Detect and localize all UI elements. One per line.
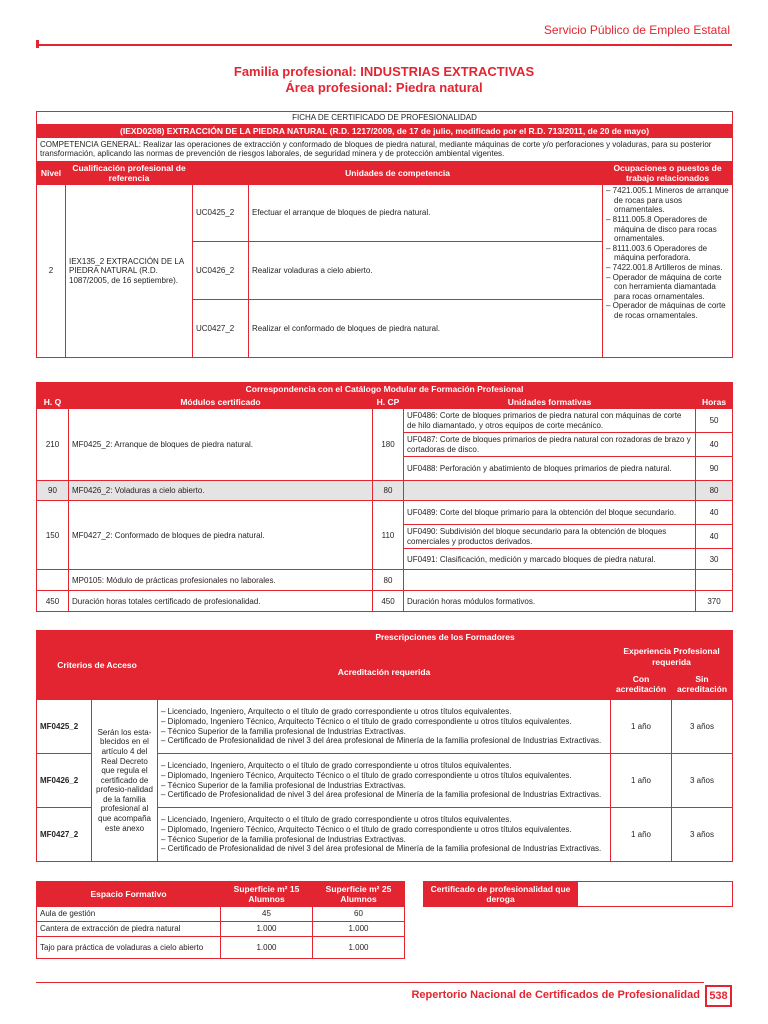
total-uf-label: Duración horas módulos formativos. bbox=[404, 591, 696, 612]
espacio-sup-25: 1.000 bbox=[313, 922, 405, 937]
deroga-value bbox=[578, 882, 733, 907]
sin-acreditacion: Sin acreditación bbox=[672, 669, 733, 700]
hq-value bbox=[37, 570, 69, 591]
sin-value: 3 años bbox=[672, 808, 733, 862]
hq-value: 90 bbox=[37, 481, 69, 501]
col-ocupaciones: Ocupaciones o puestos de trabajo relacionados bbox=[603, 161, 733, 184]
acreditacion-requerida: Acreditación requerida bbox=[158, 645, 611, 700]
col-modulos: Módulos certificado bbox=[69, 396, 373, 409]
hq-value: 210 bbox=[37, 409, 69, 481]
requirement-item: – Técnico Superior de la familia profesional de Industrias Extractivas. bbox=[161, 834, 406, 844]
ficha-title: FICHA DE CERTIFICADO DE PROFESIONALIDAD bbox=[37, 112, 733, 125]
con-value: 1 año bbox=[611, 754, 672, 808]
module-name: MF0426_2: Voladuras a cielo abierto. bbox=[69, 481, 373, 501]
requirement-item: – Licenciado, Ingeniero, Arquitecto o el título de grado correspondiente u otros títulos equivalentes. bbox=[161, 815, 512, 825]
ocupacion-item: – 7422.001.8 Artilleros de minas. bbox=[606, 262, 723, 272]
col-sup-15: Superficie m² 15 Alumnos bbox=[221, 882, 313, 907]
con-acreditacion: Con acreditación bbox=[611, 669, 672, 700]
requirement-item: – Técnico Superior de la familia profesional de Industrias Extractivas. bbox=[161, 726, 406, 736]
espacio-name: Cantera de extracción de piedra natural bbox=[37, 922, 221, 937]
unit-text: Realizar el conformado de bloques de piedra natural. bbox=[249, 300, 603, 358]
module-name: MF0425_2: Arranque de bloques de piedra natural. bbox=[69, 409, 373, 481]
requirement-item: – Licenciado, Ingeniero, Arquitecto o el título de grado correspondiente u otros títulos equivalentes. bbox=[161, 761, 512, 771]
criterios-acceso: Criterios de Acceso bbox=[37, 631, 158, 700]
requirement-item: – Certificado de Profesionalidad de nivel 3 del área profesional de Minería de la familia profesional de Industrias Extractivas. bbox=[161, 736, 602, 746]
service-name: Servicio Público de Empleo Estatal bbox=[543, 23, 730, 37]
col-nivel: Nivel bbox=[37, 161, 66, 184]
uf-name bbox=[404, 570, 696, 591]
certificate-title: (IEXD0208) EXTRACCIÓN DE LA PIEDRA NATURAL (R.D. 1217/2009, de 17 de julio, modificado por el R.D. 713/2011, de 20 de mayo) bbox=[37, 124, 733, 137]
unit-code: UC0427_2 bbox=[193, 300, 249, 358]
espacio-sup-25: 60 bbox=[313, 907, 405, 922]
unit-code: UC0426_2 bbox=[193, 242, 249, 300]
correspondencia-table bbox=[36, 382, 733, 612]
requirement-item: – Licenciado, Ingeniero, Arquitecto o el título de grado correspondiente u otros títulos equivalentes. bbox=[161, 707, 512, 717]
hcp-value: 180 bbox=[373, 409, 404, 481]
total-hcp: 450 bbox=[373, 591, 404, 612]
deroga-table bbox=[423, 881, 733, 907]
sin-value: 3 años bbox=[672, 754, 733, 808]
col-unidades-formativas: Unidades formativas bbox=[404, 396, 696, 409]
espacio-sup-15: 1.000 bbox=[221, 937, 313, 959]
col-hq: H. Q bbox=[37, 396, 69, 409]
uf-name: UF0489: Corte del bloque primario para la obtención del bloque secundario. bbox=[404, 501, 696, 525]
unit-text: Realizar voladuras a cielo abierto. bbox=[249, 242, 603, 300]
module-code: MF0425_2 bbox=[37, 700, 92, 754]
uf-name: UF0490: Subdivisión del bloque secundario para la obtención de bloques comerciales y productos derivados. bbox=[404, 525, 696, 549]
uf-name: UF0491: Clasificación, medición y marcado bloques de piedra natural. bbox=[404, 549, 696, 570]
uf-name: UF0487: Corte de bloques primarios de piedra natural con rozadoras de brazo y cortadoras de disco. bbox=[404, 433, 696, 457]
correspondencia-title: Correspondencia con el Catálogo Modular de Formación Profesional bbox=[37, 383, 733, 396]
header-rule bbox=[36, 44, 732, 46]
ocupacion-item: – 7421.005.1 Mineros de arranque de rocas para usos ornamentales. bbox=[606, 186, 729, 215]
uf-hours: 50 bbox=[696, 409, 733, 433]
ocupacion-item: – Operador de máquinas de corte de rocas ornamentales. bbox=[606, 301, 726, 320]
cualificacion-value: IEX135_2 EXTRACCIÓN DE LA PIEDRA NATURAL (R.D. 1087/2005, de 16 septiembre). bbox=[66, 185, 193, 358]
hcp-value: 80 bbox=[373, 481, 404, 501]
total-hours: 370 bbox=[696, 591, 733, 612]
espacio-name: Aula de gestión bbox=[37, 907, 221, 922]
ocupaciones-list bbox=[603, 185, 733, 358]
uf-hours: 40 bbox=[696, 501, 733, 525]
uf-name: UF0486: Corte de bloques primarios de piedra natural con máquinas de corte de hilo diamantado, y otros equipos de corte mecánico. bbox=[404, 409, 696, 433]
footer-rule bbox=[36, 982, 704, 983]
uf-name bbox=[404, 481, 696, 501]
con-value: 1 año bbox=[611, 700, 672, 754]
col-hcp: H. CP bbox=[373, 396, 404, 409]
espacio-sup-25: 1.000 bbox=[313, 937, 405, 959]
family-title: Familia profesional: INDUSTRIAS EXTRACTIVAS bbox=[233, 64, 535, 79]
hq-value: 150 bbox=[37, 501, 69, 570]
prescripciones-table bbox=[36, 630, 733, 862]
col-cualificacion: Cualificación profesional de referencia bbox=[66, 161, 193, 184]
unit-code: UC0425_2 bbox=[193, 185, 249, 242]
uf-hours: 80 bbox=[696, 481, 733, 501]
module-code: MF0426_2 bbox=[37, 754, 92, 808]
requirement-item: – Diplomado, Ingeniero Técnico, Arquitecto Técnico o el título de grado correspondiente u otros títulos equivalentes. bbox=[161, 824, 572, 834]
espacio-name: Tajo para práctica de voladuras a cielo abierto bbox=[37, 937, 221, 959]
hcp-value: 110 bbox=[373, 501, 404, 570]
prescripciones-title: Prescripciones de los Formadores bbox=[158, 631, 733, 645]
espacio-sup-15: 1.000 bbox=[221, 922, 313, 937]
requirement-item: – Certificado de Profesionalidad de nivel 3 del área profesional de Minería de la familia profesional de Industrias Extractivas. bbox=[161, 844, 602, 854]
criterios-note: Serán los esta-blecidos en el artículo 4 del Real Decreto que regula el certificado de profesio-nalidad de la familia profesional al que acompaña este anexo bbox=[92, 700, 158, 862]
module-name: MP0105: Módulo de prácticas profesionales no laborales. bbox=[69, 570, 373, 591]
espacio-title: Espacio Formativo bbox=[37, 882, 221, 907]
col-sup-25: Superficie m² 25 Alumnos bbox=[313, 882, 405, 907]
requirements-list bbox=[158, 754, 611, 808]
total-label: Duración horas totales certificado de profesionalidad. bbox=[69, 591, 373, 612]
con-value: 1 año bbox=[611, 808, 672, 862]
sin-value: 3 años bbox=[672, 700, 733, 754]
uf-hours: 40 bbox=[696, 433, 733, 457]
page-number: 538 bbox=[705, 985, 732, 1007]
uf-name: UF0488: Perforación y abatimiento de bloques primarios de piedra natural. bbox=[404, 457, 696, 481]
ocupacion-item: – 8111.003.6 Operadores de máquina perforadora. bbox=[606, 243, 708, 263]
total-hq: 450 bbox=[37, 591, 69, 612]
ocupacion-item: – 8111.005.8 Operadores de máquina de disco para rocas ornamentales. bbox=[606, 214, 717, 244]
footer-text: Repertorio Nacional de Certificados de Profesionalidad bbox=[411, 989, 700, 1001]
requirements-list bbox=[158, 808, 611, 862]
competencia-general: COMPETENCIA GENERAL: Realizar las operaciones de extracción y conformado de bloques de piedra natural, mediante máquinas de corte y/o perforaciones y voladuras, para su posterior transformación, aplicando las normas de prevención de riesgos laborales, de seguridad minera y de protección ambiental vigentes. bbox=[37, 137, 733, 161]
requirement-item: – Certificado de Profesionalidad de nivel 3 del área profesional de Minería de la familia profesional de Industrias Extractivas. bbox=[161, 790, 602, 800]
deroga-title: Certificado de profesionalidad que deroga bbox=[424, 882, 578, 907]
nivel-value: 2 bbox=[37, 185, 66, 358]
uf-hours: 40 bbox=[696, 525, 733, 549]
espacio-formativo-table bbox=[36, 881, 405, 959]
ficha-table bbox=[36, 111, 733, 358]
uf-hours: 90 bbox=[696, 457, 733, 481]
module-name: MF0427_2: Conformado de bloques de piedra natural. bbox=[69, 501, 373, 570]
col-horas: Horas bbox=[696, 396, 733, 409]
module-code: MF0427_2 bbox=[37, 808, 92, 862]
uf-hours bbox=[696, 570, 733, 591]
ocupacion-item: – Operador de máquina de corte con herramienta diamantada para rocas ornamentales. bbox=[606, 272, 722, 301]
hcp-value: 80 bbox=[373, 570, 404, 591]
espacio-sup-15: 45 bbox=[221, 907, 313, 922]
requirement-item: – Diplomado, Ingeniero Técnico, Arquitecto Técnico o el título de grado correspondiente u otros títulos equivalentes. bbox=[161, 770, 572, 780]
requirements-list bbox=[158, 700, 611, 754]
requirement-item: – Técnico Superior de la familia profesional de Industrias Extractivas. bbox=[161, 780, 406, 790]
experiencia-requerida: Experiencia Profesional requerida bbox=[611, 645, 733, 669]
col-unidades: Unidades de competencia bbox=[193, 161, 603, 184]
requirement-item: – Diplomado, Ingeniero Técnico, Arquitecto Técnico o el título de grado correspondiente u otros títulos equivalentes. bbox=[161, 716, 572, 726]
uf-hours: 30 bbox=[696, 549, 733, 570]
unit-text: Efectuar el arranque de bloques de piedra natural. bbox=[249, 185, 603, 242]
area-title: Área profesional: Piedra natural bbox=[285, 80, 483, 95]
